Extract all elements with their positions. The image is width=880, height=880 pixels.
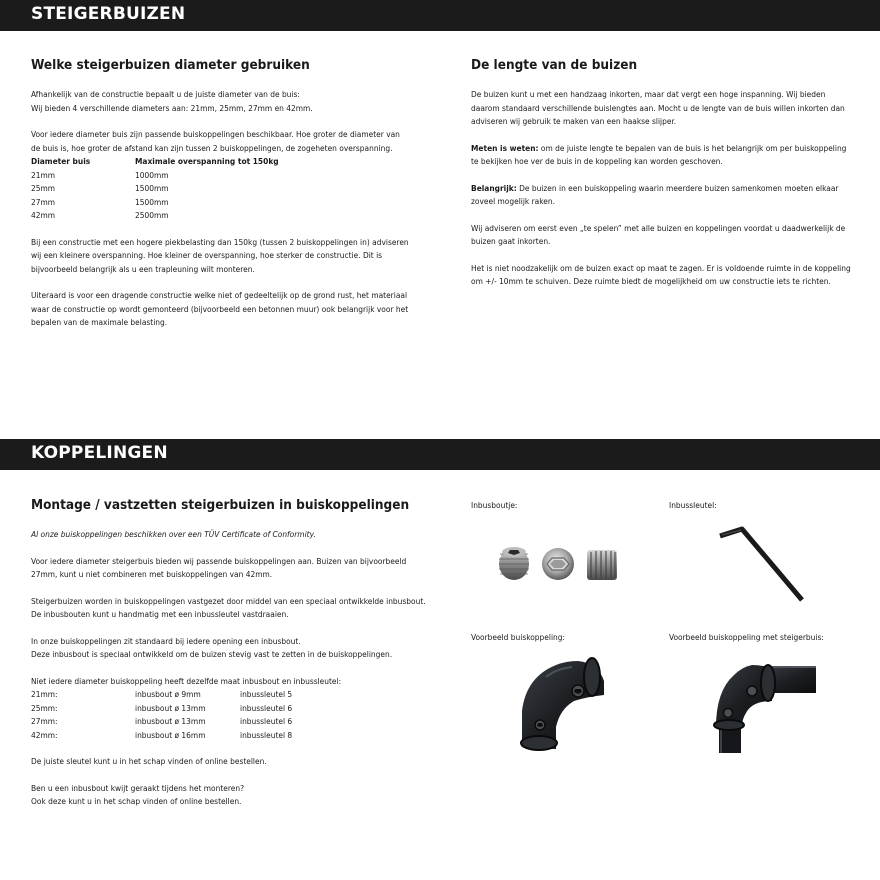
table-row (31, 729, 292, 743)
montage-p7-line2: Ook deze kunt u in het schap vinden of online bestellen. (31, 796, 242, 806)
tuv-note: Al onze buiskoppelingen beschikken over een TÜV Certificate of Conformity. (31, 529, 316, 539)
table-header-cell: Maximale overspanning tot 150kg (135, 156, 279, 166)
diameter-paragraph-3: Bij een constructie met een hogere piekbelasting dan 150kg (tussen 2 buiskoppelingen in) adviseren wij een kleinere overspanning. Hoe kleiner de overspanning, hoe sterker de constructie. Dit is bijvoorbeeld belangrijk als u een trapleuning wilt monteren. (31, 236, 409, 274)
diameter-heading: Welke steigerbuizen diameter gebruiken (31, 57, 310, 73)
table-cell: 42mm (31, 210, 56, 220)
section-header-koppelingen (0, 439, 880, 470)
buiskoppeling-buis-caption: Voorbeeld buiskoppeling met steigerbuis: (669, 632, 824, 642)
inbussleutel-caption: Inbussleutel: (669, 500, 717, 510)
montage-heading: Montage / vastzetten steigerbuizen in buiskoppelingen (31, 497, 410, 513)
diameter-paragraph-4: Uiteraard is voor een dragende constructie welke niet of gedeeltelijk op de grond rust, het materiaal waar de constructie op wordt gemonteerd (bijvoorbeeld een betonnen muur) ook belangrijk voor het bepalen van de maximale belasting. (31, 290, 409, 327)
table-cell: inbussleutel 5 (240, 689, 293, 699)
table-row (31, 715, 292, 729)
bolt-icon (499, 547, 529, 580)
table-cell: 25mm (31, 183, 56, 193)
table-header-row (31, 155, 279, 169)
montage-paragraph-4 (31, 635, 431, 662)
table-cell: inbusbout ø 13mm (135, 716, 206, 726)
elbow-coupling-icon (516, 655, 608, 753)
diameter-paragraph-2-text: Voor iedere diameter buis zijn passende buiskoppelingen beschikbaar. Hoe groter de diameter van de buis is, hoe groter de afstand kan zijn tussen 2 buiskoppelingen, de zogeheten overspanning. (31, 129, 400, 153)
table-cell: 21mm (31, 169, 56, 180)
lengte-paragraph-4: Wij adviseren om eerst even „te spelen” met alle buizen en koppelingen voordat u daadwerkelijk de buizen gaat inkorten. (471, 222, 846, 246)
section-header-steigerbuizen (0, 0, 880, 31)
montage-paragraph-2: Voor iedere diameter steigerbuis bieden wij passende buiskoppelingen aan. Buizen van bijvoorbeeld 27mm, kunt u niet combineren met buiskoppelingen van 42mm. (31, 555, 407, 579)
table-row (31, 209, 279, 223)
lengte-column (471, 56, 851, 302)
inbusbout-image (492, 540, 624, 588)
montage-paragraph-1 (31, 528, 431, 542)
table-cell: 2500mm (135, 210, 169, 220)
table-row (31, 688, 292, 702)
table-cell: 1500mm (135, 196, 169, 207)
table-cell: inbussleutel 6 (240, 716, 293, 726)
table-row (31, 702, 292, 716)
table-row (31, 182, 279, 196)
table-cell: inbussleutel 6 (240, 702, 293, 713)
section-title: STEIGERBUIZEN (31, 4, 186, 24)
bolt-icon (542, 548, 574, 580)
table-cell: 25mm: (31, 702, 58, 713)
belangrijk-text: De buizen in een buiskoppeling waarin meerdere buizen samenkomen moeten elkaar zoveel mogelijk raken. (471, 182, 839, 206)
belangrijk-label: Belangrijk: (471, 182, 517, 193)
montage-paragraph-6: De juiste sleutel kunt u in het schap vinden of online bestellen. (31, 756, 267, 766)
table-cell: 1000mm (135, 169, 169, 180)
section-title: KOPPELINGEN (31, 443, 168, 463)
table-row (31, 196, 279, 210)
montage-paragraph-5: Niet iedere diameter buiskoppeling heeft dezelfde maat inbusbout en inbussleutel: (31, 675, 342, 686)
lengte-paragraph-5: Het is niet noodzakelijk om de buizen exact op maat te zagen. Er is voldoende ruimte in de koppeling om +/- 10mm te schuiven. Deze ruimte biedt de mogelijkheid om uw constructie iets te richten. (471, 262, 851, 286)
table-cell: inbusbout ø 9mm (135, 689, 201, 699)
table-cell: 27mm: (31, 716, 58, 726)
table-row (31, 169, 279, 183)
table-cell: inbussleutel 8 (240, 729, 293, 740)
lengte-paragraph-2 (471, 142, 851, 169)
montage-p7-line1: Ben u een inbusbout kwijt geraakt tijdens het monteren? (31, 782, 245, 793)
table-cell: 27mm (31, 196, 56, 207)
montage-column (31, 496, 431, 822)
coupling-with-tube-icon (712, 661, 818, 753)
montage-paragraph-7 (31, 782, 431, 809)
table-cell: 42mm: (31, 729, 58, 740)
diameter-paragraph-2 (31, 128, 411, 155)
diameter-intro (31, 88, 411, 115)
table-cell: inbusbout ø 16mm (135, 729, 206, 740)
diameter-intro-line2: Wij bieden 4 verschillende diameters aan: 21mm, 25mm, 27mm en 42mm. (31, 102, 313, 113)
allen-key-icon (712, 524, 812, 608)
montage-p4-line2: Deze inbusbout is speciaal ontwikkeld om de buizen stevig vast te zetten in de buiskoppelingen. (31, 649, 393, 659)
table-cell: 1500mm (135, 183, 169, 193)
table-cell: 21mm: (31, 689, 58, 699)
meten-label: Meten is weten: (471, 142, 539, 153)
bolt-icon (587, 550, 617, 580)
inbusboutje-caption: Inbusboutje: (471, 500, 518, 510)
overspanning-table (31, 155, 279, 223)
lengte-heading: De lengte van de buizen (471, 57, 638, 73)
buiskoppeling-caption: Voorbeeld buiskoppeling: (471, 632, 566, 642)
diameter-column (31, 56, 411, 343)
lengte-paragraph-1: De buizen kunt u met een handzaag inkorten, maar dat vergt een hoge inspanning. Wij bieden daarom standaard verschillende buislengtes aan. Mocht u de lengte van de buis willen inkorten dan adviseren wij gebruik te maken van een haakse slijper. (471, 89, 845, 126)
diameter-intro-line1: Afhankelijk van de constructie bepaalt u de juiste diameter van de buis: (31, 89, 300, 99)
inbus-table (31, 688, 292, 742)
meten-text: om de juiste lengte te bepalen van de buis is het belangrijk om per buiskoppeling te bekijken hoe ver de buis in de koppeling kan worden geschoven. (471, 142, 847, 166)
lengte-paragraph-3 (471, 182, 851, 209)
montage-paragraph-3: Steigerbuizen worden in buiskoppelingen vastgezet door middel van een speciaal ontwikkelde inbusbout. De inbusbouten kunt u handmatig met een inbussleutel vastdraaien. (31, 595, 426, 619)
table-header-cell: Diameter buis (31, 156, 91, 166)
table-cell: inbusbout ø 13mm (135, 702, 206, 713)
montage-p4-line1: In onze buiskoppelingen zit standaard bij iedere opening een inbusbout. (31, 635, 301, 646)
